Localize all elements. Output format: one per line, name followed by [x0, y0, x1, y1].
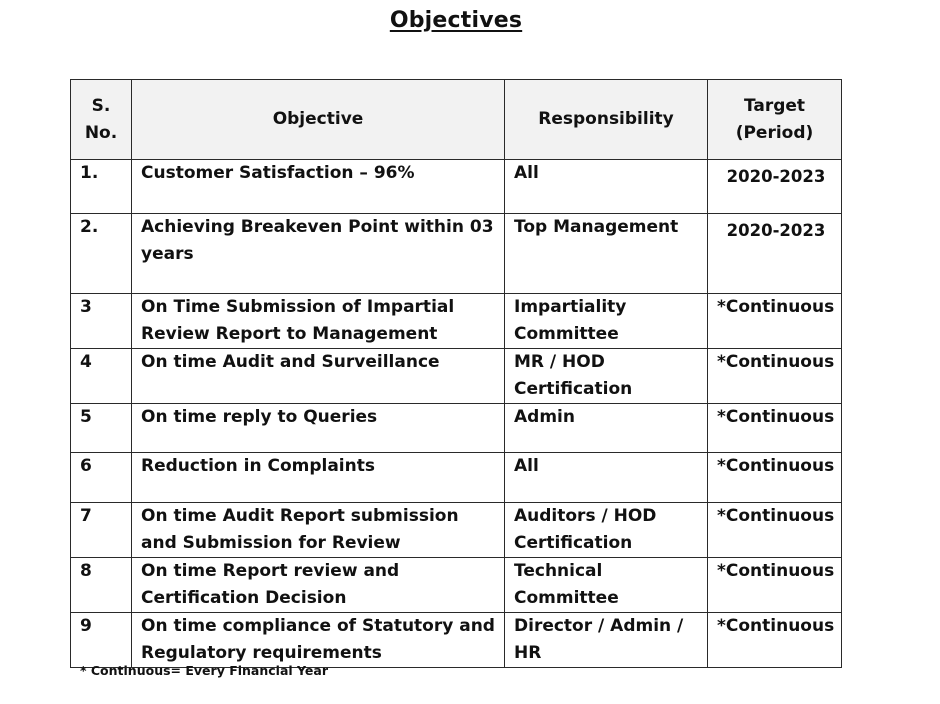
- table-row: [71, 404, 842, 453]
- row-sno: 5: [71, 404, 132, 453]
- row-objective: Customer Satisfaction – 96%: [132, 160, 505, 214]
- row-sno: 4: [71, 349, 132, 404]
- row-responsibility: Technical Committee: [505, 558, 708, 613]
- row-sno: 1.: [71, 160, 132, 214]
- row-responsibility: Impartiality Committee: [505, 294, 708, 349]
- page-title: Objectives: [389, 8, 523, 33]
- table-row: [71, 214, 842, 294]
- row-sno: 6: [71, 453, 132, 503]
- row-target: *Continuous: [708, 613, 842, 668]
- row-sno: 9: [71, 613, 132, 668]
- table-row: [71, 160, 842, 214]
- row-objective: Achieving Breakeven Point within 03 years: [132, 214, 505, 294]
- row-responsibility: MR / HOD Certification: [505, 349, 708, 404]
- header-target-line1: Target: [743, 95, 806, 116]
- row-target: *Continuous: [708, 349, 842, 404]
- footnote: * Continuous= Every Financial Year: [80, 663, 328, 678]
- table-row: [71, 453, 842, 503]
- table-row: [71, 613, 842, 668]
- objectives-table: [70, 79, 842, 668]
- row-responsibility: All: [505, 160, 708, 214]
- row-target: 2020-2023: [708, 214, 842, 294]
- header-responsibility: Responsibility: [505, 80, 708, 160]
- table-header-row: [71, 80, 842, 160]
- row-responsibility: All: [505, 453, 708, 503]
- row-objective: On time Report review and Certification Decision: [132, 558, 505, 613]
- row-sno: 8: [71, 558, 132, 613]
- header-objective: Objective: [132, 80, 505, 160]
- row-objective: On time Audit Report submission and Submission for Review: [132, 503, 505, 558]
- row-target: *Continuous: [708, 558, 842, 613]
- header-sno-line2: No.: [84, 122, 118, 143]
- header-sno: [71, 80, 132, 160]
- row-target: *Continuous: [708, 294, 842, 349]
- table-row: [71, 349, 842, 404]
- row-target: *Continuous: [708, 453, 842, 503]
- row-objective: On time Audit and Surveillance: [132, 349, 505, 404]
- row-sno: 7: [71, 503, 132, 558]
- row-responsibility: Auditors / HOD Certification: [505, 503, 708, 558]
- row-responsibility: Admin: [505, 404, 708, 453]
- row-objective: On time compliance of Statutory and Regulatory requirements: [132, 613, 505, 668]
- row-target: *Continuous: [708, 404, 842, 453]
- row-responsibility: Director / Admin / HR: [505, 613, 708, 668]
- header-target: [708, 80, 842, 160]
- row-objective: Reduction in Complaints: [132, 453, 505, 503]
- header-target-line2: (Period): [735, 122, 814, 143]
- table-row: [71, 558, 842, 613]
- row-objective: On Time Submission of Impartial Review Report to Management: [132, 294, 505, 349]
- row-sno: 3: [71, 294, 132, 349]
- header-sno-line1: S.: [91, 95, 111, 116]
- row-target: *Continuous: [708, 503, 842, 558]
- table-row: [71, 503, 842, 558]
- row-sno: 2.: [71, 214, 132, 294]
- row-objective: On time reply to Queries: [132, 404, 505, 453]
- table-row: [71, 294, 842, 349]
- row-target: 2020-2023: [708, 160, 842, 214]
- row-responsibility: Top Management: [505, 214, 708, 294]
